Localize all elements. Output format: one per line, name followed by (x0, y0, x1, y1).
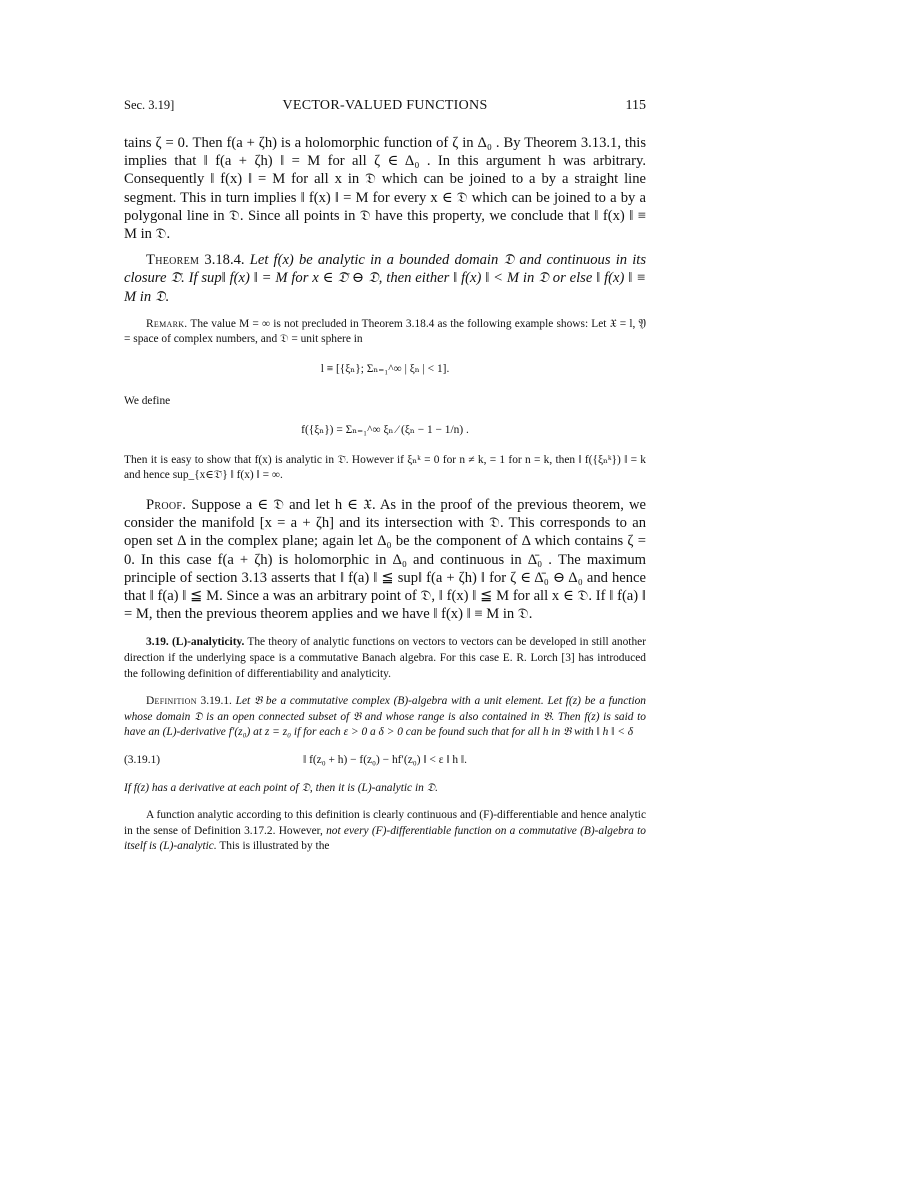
definition-number: 3.19.1. (196, 695, 232, 708)
remark-conclusion: Then it is easy to show that f(x) is analytic in 𝔇̄. However if ξₙᵏ = 0 for n ≠ k, = 1 for n = k, then ‖ f({ξₙᵏ}) ‖ = k and hence sup_{x∈𝔇̄} ‖ f(x) ‖ = ∞. (124, 453, 646, 482)
closing-paragraph: A function analytic according to this definition is clearly continuous and (F)-differentiable and hence analytic in the sense of Definition 3.17.2. However, not every (F)-differentiable function on a commutative (B)-algebra to itself is (L)-analytic. This is illustrated by the (124, 809, 646, 853)
remark-text: The value M = ∞ is not precluded in Theorem 3.18.4 as the following example shows: Let 𝔛 = l, 𝔜 = space of complex numbers, and 𝔇 = unit sphere in (124, 317, 646, 346)
equation-3-19-1 (124, 753, 646, 769)
definition-3-19-1 (124, 694, 646, 741)
definition-statement: Let 𝔅 be a commutative complex (B)-algebra with a unit element. Let f(z) be a function whose domain 𝔇 is an open connected subset of 𝔅 and whose range is also contained in 𝔅. Then f(z) is said to have an (L)-derivative f′(z₀) at z = z₀ if for each ε > 0 a δ > 0 can be found such that for all h in 𝔅 with ‖ h ‖ < δ (124, 695, 647, 739)
theorem-3-18-4 (124, 251, 646, 306)
book-page (124, 98, 646, 855)
theorem-statement: Let f(x) be analytic in a bounded domain 𝔇 and continuous in its closure 𝔇̄. If sup‖ f(x) ‖ = M for x ∈ 𝔇̄ ⊖ 𝔇, then either ‖ f(x) ‖ < M in 𝔇 or else ‖ f(x) ‖ ≡ M in 𝔇. (124, 252, 647, 305)
section-reference: Sec. 3.19] (124, 98, 175, 112)
definition-conclusion: If f(z) has a derivative at each point of 𝔇, then it is (L)-analytic in 𝔇. (124, 781, 438, 794)
section-3-19-paragraph (124, 635, 646, 682)
remark-label: Remark. (146, 317, 188, 330)
equation-body: ‖ f(z₀ + h) − f(z₀) − hf′(z₀) ‖ < ε ‖ h ‖. (303, 753, 467, 766)
proof-text: Suppose a ∈ 𝔇 and let h ∈ 𝔛. As in the proof of the previous theorem, we consider the manifold [x = a + ζh] and its intersection with 𝔇. This corresponds to an open set Δ in the complex plane; again let Δ₀ be the component of Δ which contains ζ = 0. In this case f(a + ζh) is holomorphic in Δ₀ and continuous in Δ̄₀ . The maximum principle of section 3.13 asserts that ‖ f(a) ‖ ≦ sup‖ f(a + ζh) ‖ for ζ ∈ Δ̄₀ ⊖ Δ₀ and hence that ‖ f(a) ‖ ≦ M. Since a was an arbitrary point of 𝔇, ‖ f(x) ‖ ≦ M for all x ∈ 𝔇. If ‖ f(a) ‖ = M, then the previous theorem applies and we have ‖ f(x) ‖ ≡ M in 𝔇. (124, 496, 646, 623)
emphasized-claim: not every (F)-differentiable function on a commutative (B)-algebra to itself is (L)-analytic. (124, 824, 646, 853)
section-intro-text: The theory of analytic functions on vectors to vectors can be developed in still another direction if the underlying space is a commutative Banach algebra. For this case E. R. Lorch [3] has introduced the following definition of differentiability and analyticity. (124, 636, 646, 680)
equation-unit-sphere: l ≡ [{ξₙ}; Σₙ₌₁^∞ | ξₙ | < 1]. (320, 363, 450, 376)
we-define-text: We define (124, 394, 171, 407)
chapter-title: VECTOR-VALUED FUNCTIONS (282, 98, 488, 113)
equation-number: (3.19.1) (124, 753, 161, 766)
equation-function-definition: f({ξₙ}) = Σₙ₌₁^∞ ξₙ ⁄ (ξₙ − 1 − 1/n) . (301, 424, 469, 437)
section-heading: 3.19. (L)-analyticity. (146, 636, 245, 649)
proof-label: Proof. (146, 496, 187, 513)
page-number: 115 (625, 98, 646, 113)
remark-paragraph (124, 317, 646, 348)
proof-paragraph (124, 496, 646, 623)
running-header (124, 98, 646, 120)
proof-continuation-paragraph: tains ζ = 0. Then f(a + ζh) is a holomorphic function of ζ in Δ₀ . By Theorem 3.13.1, this implies that ‖ f(a + ζh) ‖ = M for all ζ ∈ Δ₀ . In this argument h was arbitrary. Consequently ‖ f(x) ‖ = M for all x in 𝔇 which can be joined to a by a straight line segment. This in turn implies ‖ f(x) ‖ = M for every x ∈ 𝔇 which can be joined to a by a polygonal line in 𝔇. Since all points in 𝔇 have this property, we conclude that ‖ f(x) ‖ ≡ M in 𝔇. (124, 135, 646, 243)
definition-label: Definition (146, 695, 197, 708)
theorem-number: 3.18.4. (199, 252, 245, 269)
theorem-label: Theorem (146, 252, 200, 269)
